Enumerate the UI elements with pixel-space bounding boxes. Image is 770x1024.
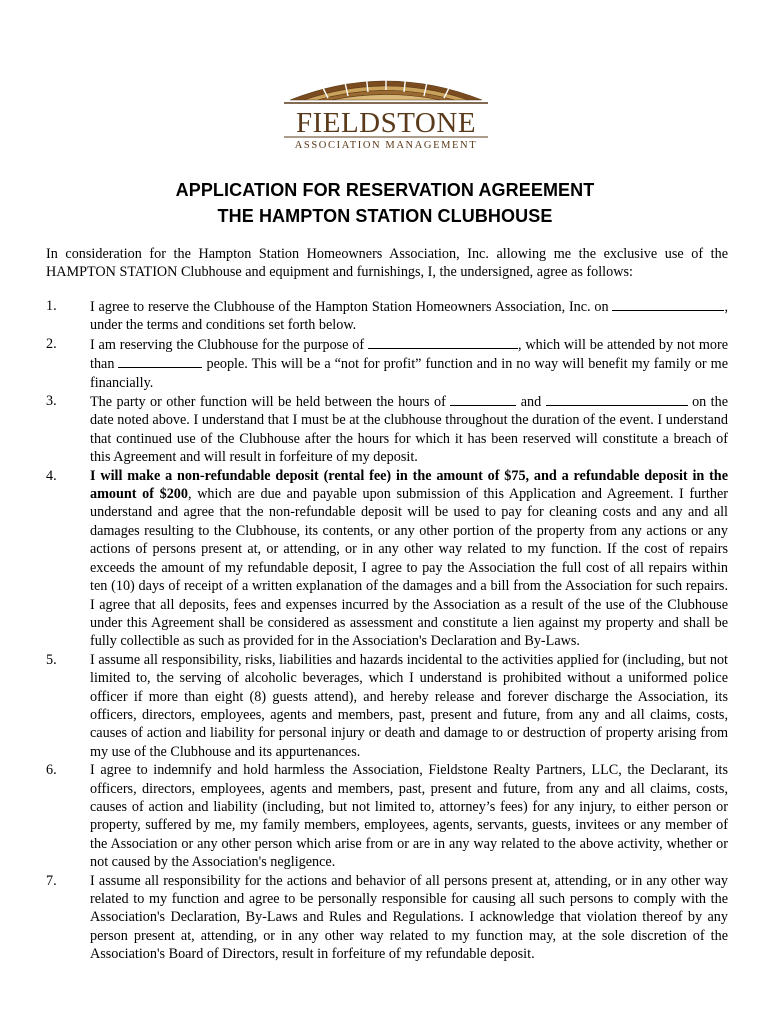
item-text: , which will be attended by not more than xyxy=(90,336,729,373)
attendee-count-field[interactable] xyxy=(118,354,202,368)
item-number: 4. xyxy=(46,467,57,484)
list-item xyxy=(46,335,728,392)
item-number: 1. xyxy=(46,298,57,314)
start-time-field[interactable] xyxy=(450,392,516,406)
list-item xyxy=(46,872,728,964)
item-text: , which are due and payable upon submission of this Application and Agreement. I further understand and agree that the non-refundable deposit will be used to pay for cleaning costs and any and all damages resulting to the Clubhouse, its contents, or any other portion of the property from any actions or any actions of persons present at, or attending, or in any other way related to my function. If the cost of repairs exceeds the amount of my refundable deposit, I agree to pay the Association the full cost of all repairs within ten (10) days of receipt of a written explanation of the damages and a bill from the Association for such repairs. I agree that all deposits, fees and expenses incurred by the Association as a result of the use of the Clubhouse under this Agreement shall be considered as assessment and constitute a lien against my property and shall be fully collectible as such as provided for in the Association's Declaration and By-Laws. xyxy=(90,486,728,650)
document-title-line-2: THE HAMPTON STATION CLUBHOUSE xyxy=(217,206,553,226)
item-text: I assume all responsibility for the actions and behavior of all persons present at, attending, or in any other way related to my function and agree to be personally responsible for causing all such persons to comply with the Association's Declaration, By-Laws and Rules and Regulations. I acknowledge that violation thereof by any person present at, attending, or in any other way related to my function may, at the sole discretion of the Association's Board of Directors, result in forfeiture of my refundable deposit. xyxy=(90,872,728,963)
list-item xyxy=(46,392,728,467)
item-number: 5. xyxy=(46,651,57,668)
list-item xyxy=(46,297,728,335)
fieldstone-logo xyxy=(282,68,490,152)
item-text: The party or other function will be held between the hours of xyxy=(90,394,446,411)
list-item xyxy=(46,651,728,761)
stone-arch-icon xyxy=(282,68,490,152)
logo-subtitle: ASSOCIATION MANAGEMENT xyxy=(294,140,478,151)
logo-name: FIELDSTONE xyxy=(295,107,477,139)
list-item xyxy=(46,761,728,871)
item-text: I assume all responsibility, risks, liabilities and hazards incidental to the activities applied for (including, but not limited to, the serving of alcoholic beverages, which I understand is prohibited without a uniformed police officer if more than eight (8) guests attend), and hereby release and forever discharge the Association, its officers, directors, employees, agents and members, past, present and future, from any and all claims, costs, causes of action and liability for personal injury or death and damage to or destruction of property arising from my use of the Clubhouse and its appurtenances. xyxy=(90,651,728,760)
item-text: I am reserving the Clubhouse for the purpose of xyxy=(90,336,365,353)
item-number: 2. xyxy=(46,335,57,352)
intro-paragraph: In consideration for the Hampton Station Homeowners Association, Inc. allowing me the exclusive use of the HAMPTON STATION Clubhouse and equipment and furnishings, I, the undersigned, agree as follows: xyxy=(46,246,728,280)
item-text: people. This will be a “not for profit” function and in no way will benefit my family or me financially. xyxy=(90,356,728,391)
deposit-terms-bold: I will make a non-refundable deposit (rental fee) in the amount of $75, and a refundable deposit in the amount of $200 xyxy=(90,467,728,503)
terms-list xyxy=(46,297,728,964)
item-number: 6. xyxy=(46,762,57,779)
list-item xyxy=(46,467,728,651)
reservation-date-field[interactable] xyxy=(612,297,724,311)
item-number: 3. xyxy=(46,393,57,410)
purpose-field[interactable] xyxy=(368,335,518,349)
item-text: , under the terms and conditions set forth below. xyxy=(90,299,728,334)
end-time-field[interactable] xyxy=(546,392,688,406)
item-number: 7. xyxy=(46,872,57,889)
document-title-line-1: APPLICATION FOR RESERVATION AGREEMENT xyxy=(175,180,595,200)
item-text: I agree to indemnify and hold harmless the Association, Fieldstone Realty Partners, LLC, the Declarant, its officers, directors, employees, agents and members, past, present and future, from any and all claims, costs, causes of action and liability (including, but not limited to, attorney’s fees) for any injury, to either person or property, suffered by me, my family members, employees, agents, servants, guests, invitees or any member of the Association or any other person which arise from or are in any way related to the above activity, whether or not caused by the Association's negligence. xyxy=(90,762,728,871)
item-text: and xyxy=(520,394,542,411)
item-text: on the date noted above. I understand that I must be at the clubhouse throughout the duration of the event. I understand that continued use of the Clubhouse after the hours for which it has been reserved will constitute a breach of this Agreement and will result in forfeiture of my deposit. xyxy=(90,394,729,466)
item-text: I agree to reserve the Clubhouse of the Hampton Station Homeowners Association, Inc. on xyxy=(90,299,609,315)
